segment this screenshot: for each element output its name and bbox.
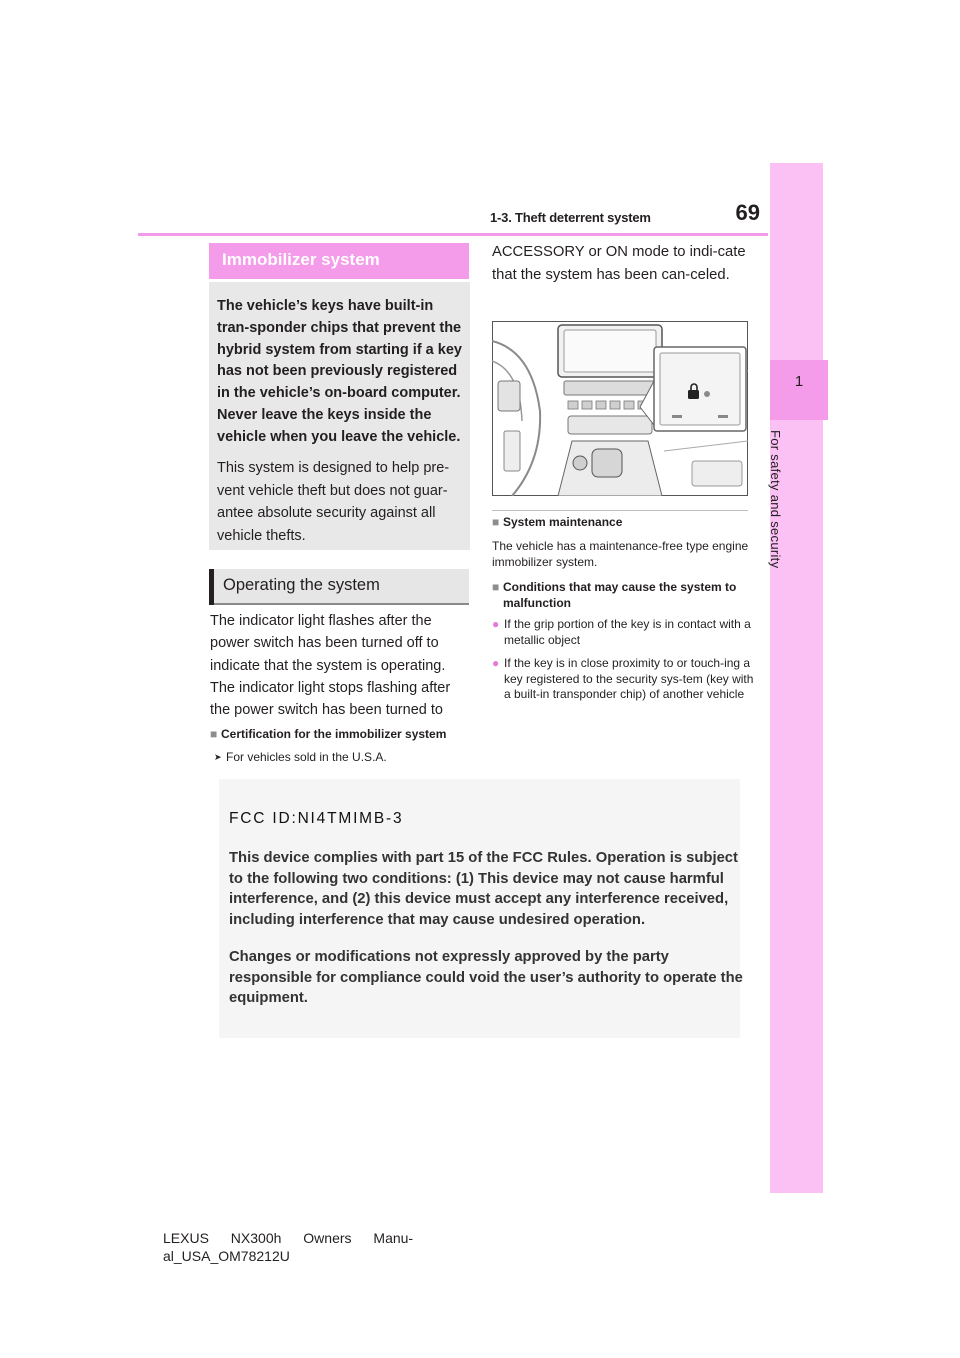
fcc-compliance-text: This device complies with part 15 of the FCC Rules. Operation is subject to the following two conditions: (1) This device may not cause harmful interference, and (2) this device must accept any interference received, including interference that may cause undesired operation.: [229, 850, 738, 928]
operating-heading: [209, 569, 469, 605]
chapter-tab-highlight: [770, 360, 828, 420]
operating-heading-text: Operating the system: [223, 576, 380, 594]
bullet-icon: ●: [492, 617, 500, 631]
fcc-id: FCC ID:NI4TMIMB-3: [229, 810, 404, 827]
certification-heading-text: Certification for the immobilizer system: [221, 727, 447, 741]
immobilizer-info-text: This system is designed to help pre-vent vehicle theft but does not guar-antee absolute security against all vehicle thefts.: [217, 460, 450, 544]
conditions-list-item: [492, 656, 754, 703]
immobilizer-heading-text: Immobilizer system: [222, 250, 380, 269]
conditions-list-item: [492, 617, 754, 648]
square-marker-icon: ■: [492, 515, 500, 529]
bullet-icon: ●: [492, 656, 500, 670]
square-marker-icon: ■: [492, 580, 500, 594]
dashboard-illustration: [492, 321, 748, 496]
page-number: 69: [735, 200, 760, 225]
operating-body-continued: ACCESSORY or ON mode to indi-cate that the system has been can-celed.: [492, 244, 746, 283]
chapter-label-container: [768, 430, 807, 730]
usa-list-item: [214, 750, 474, 764]
system-maintenance-body: The vehicle has a maintenance-free type engine immobilizer system.: [492, 539, 749, 569]
conditions-list-item-text: If the grip portion of the key is in contact with a metallic object: [504, 617, 751, 647]
operating-body: The indicator light flashes after the power switch has been turned off to indicate that the system is operating. The indicator light stops flashing after the power switch has been turned to: [210, 613, 451, 719]
manual-footer: [163, 1229, 463, 1265]
arrow-marker-icon: ➤: [214, 752, 222, 762]
footer-line-1: LEXUS NX300h Owners Manu-: [163, 1230, 414, 1246]
conditions-heading-text: Conditions that may cause the system to malfunction: [503, 580, 737, 610]
header-rule: [138, 233, 768, 236]
system-maintenance-heading-text: System maintenance: [503, 515, 623, 529]
chapter-number: 1: [794, 373, 804, 390]
section-title: 1-3. Theft deterrent system: [490, 210, 651, 225]
conditions-heading: [492, 580, 754, 611]
usa-list-item-text: For vehicles sold in the U.S.A.: [226, 750, 387, 764]
system-maintenance-heading: [492, 515, 754, 529]
immobilizer-warning-text: The vehicle’s keys have built-in tran-sponder chips that prevent the hybrid system from starting if a key has not been previously registered in the vehicle’s on-board computer. Never leave the keys inside the vehicle when you leave the vehicle.: [217, 298, 462, 445]
column-divider: [492, 510, 748, 511]
conditions-list-item-text: If the key is in close proximity to or touch-ing a key registered to the security sys-tem (key with a built-in transponder chip) of another vehicle: [504, 656, 754, 701]
heading-bar: [209, 569, 214, 605]
fcc-modification-warning: Changes or modifications not expressly approved by the party responsible for compliance could void the user’s authority to operate the equipment.: [229, 949, 743, 1007]
footer-line-2: al_USA_OM78212U: [163, 1248, 290, 1264]
certification-heading: [210, 727, 472, 741]
square-marker-icon: ■: [210, 727, 218, 741]
immobilizer-heading: [209, 243, 469, 279]
chapter-label: For safety and security: [768, 430, 783, 569]
